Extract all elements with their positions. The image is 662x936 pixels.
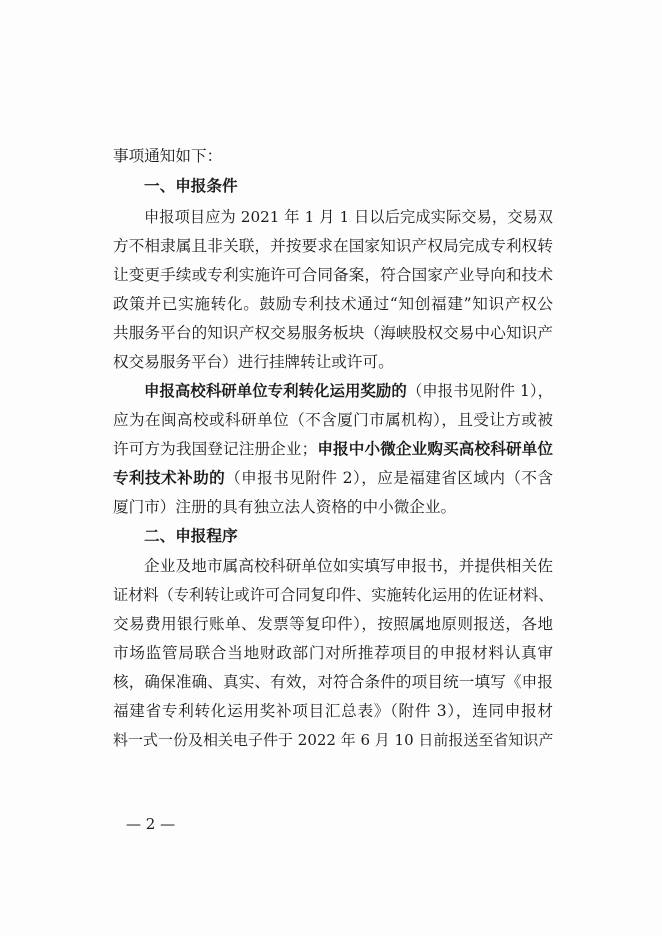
intro-line: 事项通知如下： [113,147,223,165]
paragraph-2-line-5: 厦门市）注册的具有独立法人资格的中小微企业。 [113,498,457,516]
paragraph-2-line-3 [113,439,553,459]
paragraph-2-line-1-text: （申报书见附件 1）， [406,382,553,400]
paragraph-2-line-1 [144,381,553,401]
paragraph-1-line-1: 申报项目应为 2021 年 1 月 1 日以后完成实际交易，交易双 [144,208,553,226]
subsidy-type-emphasis: 申报中小微企业购买高校科研单位 [317,439,553,458]
paragraph-1-line-4: 政策并已实施转化。鼓励专利技术通过“知创福建”知识产权公 [113,295,553,313]
paragraph-2-line-2: 应为在闽高校或科研单位（不含厦门市属机构），且受让方或被 [113,411,553,429]
section-heading-1: 一、申报条件 [144,176,238,195]
paragraph-3-line-5: 核，确保准确、真实、有效，对符合条件的项目统一填写《申报 [113,673,553,691]
paragraph-3-line-2: 证材料（专利转让或许可合同复印件、实施转化运用的佐证材料、 [113,586,554,604]
paragraph-3-line-1: 企业及地市属高校科研单位如实填写申报书，并提供相关佐 [144,557,553,575]
paragraph-1-line-2: 方不相隶属且非关联，并按要求在国家知识产权局完成专利权转 [113,237,553,255]
section-heading-2: 二、申报程序 [144,526,238,545]
paragraph-3-line-4: 市场监管局联合当地财政部门对所推荐项目的申报材料认真审 [113,644,553,662]
page-number: — 2 — [126,815,176,833]
subsidy-type-emphasis-cont: 专利技术补助的 [113,468,226,487]
award-type-emphasis: 申报高校科研单位专利转化运用奖励的 [144,382,407,400]
paragraph-3-line-6: 福建省专利转化运用奖补项目汇总表》（附件 3），连同申报材 [113,702,553,720]
paragraph-3-line-7: 料一式一份及相关电子件于 2022 年 6 月 10 日前报送至省知识产 [113,731,554,749]
paragraph-2-line-4 [113,468,553,488]
paragraph-3-line-3: 交易费用银行账单、发票等复印件），按照属地原则报送，各地 [113,615,553,633]
paragraph-1-line-3: 让变更手续或专利实施许可合同备案，符合国家产业导向和技术 [113,266,553,284]
paragraph-1-line-5: 共服务平台的知识产权交易服务板块（海峡股权交易中心知识产 [113,324,553,342]
paragraph-2-line-3-text: 许可方为我国登记注册企业； [113,440,318,458]
paragraph-2-line-4-text: （申报书见附件 2），应是福建省区域内（不含 [225,469,553,487]
paragraph-1-line-6: 权交易服务平台）进行挂牌转让或许可。 [113,353,394,371]
